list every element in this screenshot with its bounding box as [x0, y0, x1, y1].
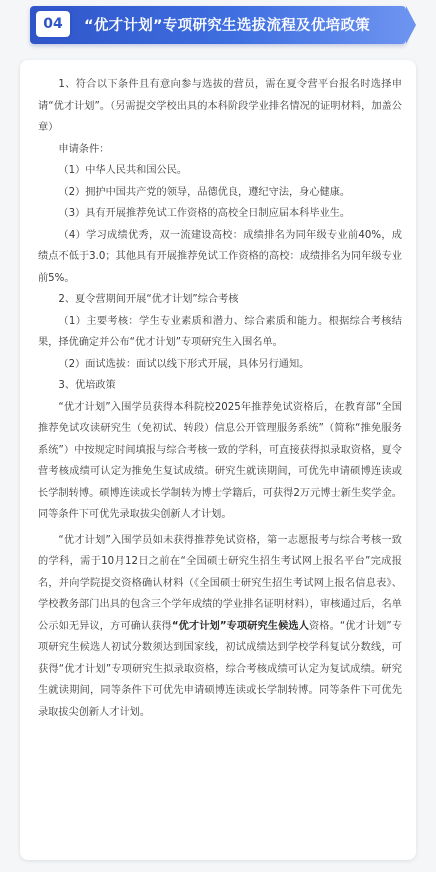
- heading-assessment: 2、夏令营期间开展“优才计划”综合考核: [58, 294, 239, 305]
- assessment-1: （1）主要考核：学生专业素质和潜力、综合素质和能力。根据综合考核结果，择优确定并公布“优才计划”专项研究生入围名单。: [38, 315, 402, 348]
- conditions-heading: 申请条件：: [58, 143, 110, 155]
- policy-2-text-a: “优才计划”入围学员如未获得推荐免试资格，第一志愿报考与综合考核一致的学科，需于10月12日之前在“全国硕士研究生招生考试网上报名平台”完成报名，并向学院提交资格确认材料（《全国硕士研究生招生考试网上报名信息表》、学校教务部门出具的包含三个学年成绩的学业排名证明材料），审核通过后，名单公示如无异议，方可确认获得: [38, 534, 402, 632]
- condition-3: （3）具有开展推荐免试工作资格的高校全日制应届本科毕业生。: [58, 208, 351, 219]
- policy-paragraph-2: [38, 530, 402, 724]
- section-number-badge: 04: [34, 9, 72, 39]
- policy-paragraph-1: “优才计划”入围学员获得本科院校2025年推荐免试资格后，在教育部“全国推荐免试攻读研究生（免初试、转段）信息公开管理服务系统”（简称“推免服务系统”）中按规定时间填报与综合考核一致的学科，可直接获得拟录取资格，夏令营考核成绩可认定为推免生复试成绩。研究生就读期间，可优先申请硕博连读或长学制转博。硕博连读或长学制转为博士学籍后，可获得2万元博士新生奖学金。同等条件下可优先录取拔尖创新人才计划。: [38, 401, 402, 520]
- paragraph-registration: 1、符合以下条件且有意向参与选拔的营员，需在夏令营平台报名时选择申请“优才计划”。（另需提交学校出具的本科阶段学业排名情况的证明材料，加盖公章）: [38, 79, 402, 133]
- condition-4: （4）学习成绩优秀，双一流建设高校：成绩排名为同年级专业前40%，成绩点不低于3.0；其他具有开展推荐免试工作资格的高校：成绩排名为同年级专业前5%。: [38, 229, 402, 284]
- heading-policy: 3、优培政策: [58, 380, 116, 391]
- assessment-2: （2）面试选拔：面试以线下形式开展，具体另行通知。: [58, 358, 310, 370]
- condition-2: （2）拥护中国共产党的领导，品德优良，遵纪守法，身心健康。: [58, 186, 351, 198]
- condition-1: （1）中华人民共和国公民。: [58, 165, 188, 176]
- policy-2-text-b: 资格。“优才计划”专项研究生候选人初试分数须达到国家线，初试成绩达到学校学科复试分数线，可获得“优才计划”专项研究生拟录取资格，综合考核成绩可认定为复试成绩。研究生就读期间，同等条件下可优先申请硕博连读或长学制转博。同等条件下可优先录取拔尖创新人才计划。: [38, 620, 403, 718]
- content-card: [20, 60, 416, 860]
- section-title: “优才计划”专项研究生选拔流程及优培政策: [84, 17, 371, 34]
- policy-2-bold-text: “优才计划”专项研究生候选人: [171, 620, 309, 632]
